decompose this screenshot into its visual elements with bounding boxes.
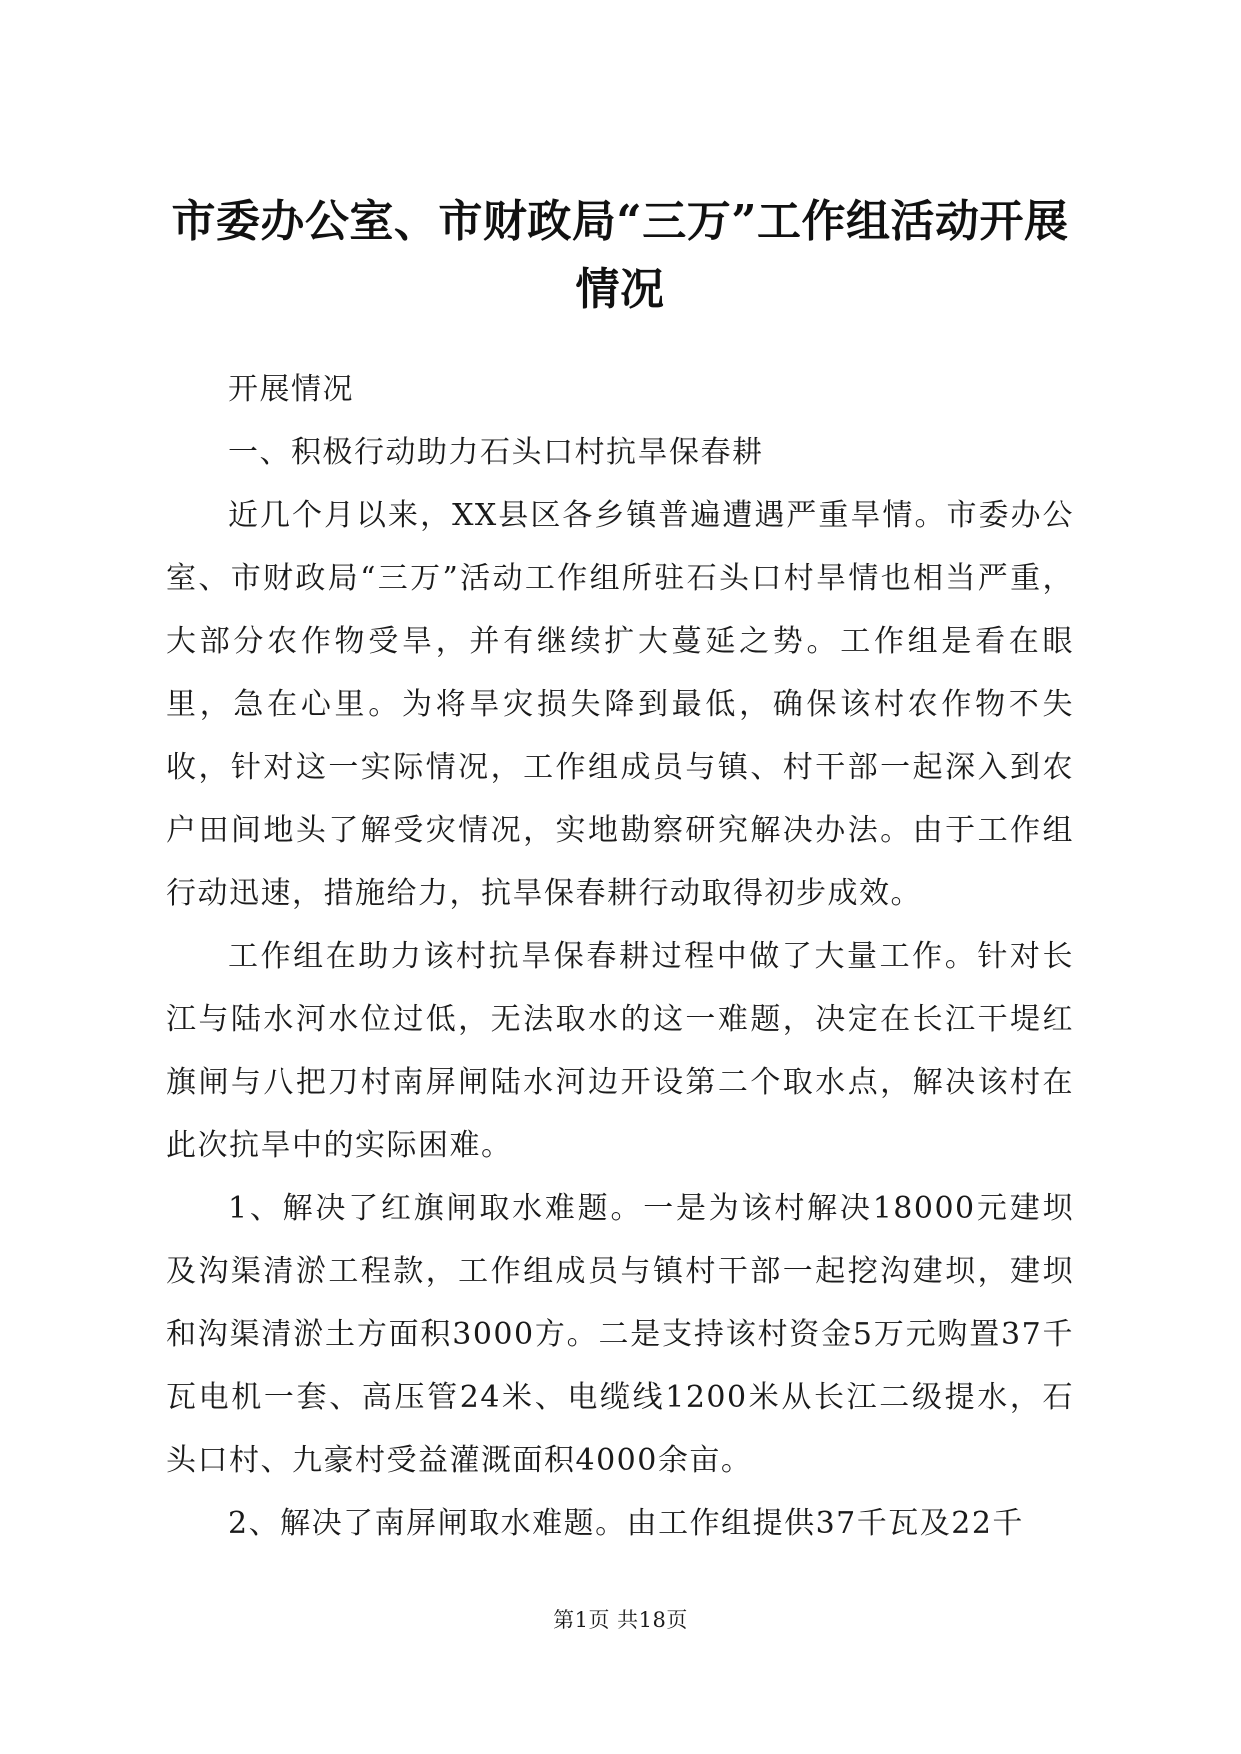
document-title: 市委办公室、市财政局“三万”工作组活动开展情况 [171,196,1069,315]
paragraph: 近几个月以来，XX县区各乡镇普遍遭遇严重旱情。市委办公室、市财政局“三万”活动工作组所驻石头口村旱情也相当严重，大部分农作物受旱，并有继续扩大蔓延之势。工作组是看在眼里，急在心里。为将旱灾损失降到最低，确保该村农作物不失收，针对这一实际情况，工作组成员与镇、村干部一起深入到农户田间地头了解受灾情况，实地勘察研究解决办法。由于工作组行动迅速，措施给力，抗旱保春耕行动取得初步成效。 [166,498,1074,911]
paragraph-heading: 开展情况 [228,372,354,407]
paragraph: 1、解决了红旗闸取水难题。一是为该村解决18000元建坝及沟渠清淤工程款，工作组成员与镇村干部一起挖沟建坝，建坝和沟渠清淤土方面积3000方。二是支持该村资金5万元购置37千瓦电机一套、高压管24米、电缆线1200米从长江二级提水，石头口村、九豪村受益灌溉面积4000余亩。 [166,1191,1074,1478]
document-body [166,358,1074,1555]
page-number-footer: 第1页 共18页 [553,1608,688,1632]
section-heading: 一、积极行动助力石头口村抗旱保春耕 [228,435,764,470]
paragraph: 工作组在助力该村抗旱保春耕过程中做了大量工作。针对长江与陆水河水位过低，无法取水的这一难题，决定在长江干堤红旗闸与八把刀村南屏闸陆水河边开设第二个取水点，解决该村在此次抗旱中的实际困难。 [166,939,1074,1163]
paragraph: 2、解决了南屏闸取水难题。由工作组提供37千瓦及22千 [228,1506,1024,1541]
